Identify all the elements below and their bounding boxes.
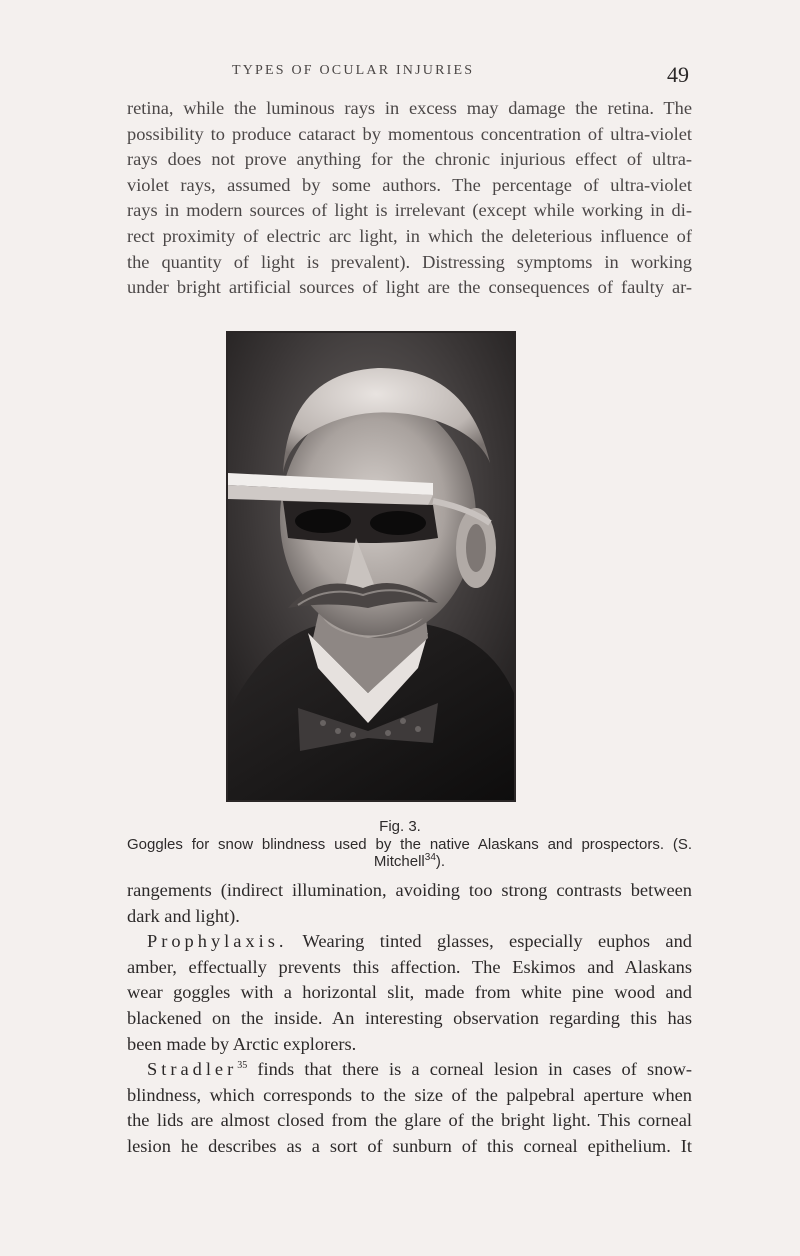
prophylaxis-text: Wearing tinted glasses, especially euphos and [287,931,692,952]
bottom-paragraph [127,878,692,1160]
paragraph-line: amber, effectually prevents this affection. The Eskimos and Alaskans [127,956,692,977]
page-number: 49 [667,62,689,87]
paragraph-line: possibility to produce cataract by momentous concentration of ultra-violet [127,123,692,144]
portrait-photo-illustration [228,333,514,800]
paragraph-line: rays in modern sources of light is irrelevant (except while working in di- [127,200,692,221]
paragraph-line: rangements (indirect illumination, avoiding too strong contrasts between [127,880,692,900]
figure-caption [127,836,692,870]
paragraph-line: rays does not prove anything for the chronic injurious effect of ultra- [127,149,692,170]
paragraph-line [127,929,692,955]
paragraph-line: retina, while the luminous rays in excess may damage the retina. The [127,98,692,118]
figure-photograph [226,331,516,802]
paragraph-line: the quantity of light is prevalent). Distressing symptoms in working [127,251,692,272]
running-head: TYPES OF OCULAR INJURIES [232,63,475,78]
paragraph-line: under bright artificial sources of light are the consequences of faulty ar- [127,277,692,298]
top-paragraph [127,96,692,301]
paragraph-line: been made by Arctic explorers. [127,1033,357,1054]
stradler-text: finds that there is a corneal lesion in cases of snow- [247,1059,692,1080]
paragraph-line: blindness, which corresponds to the size of the palpebral aperture when [127,1084,692,1105]
caption-line: Goggles for snow blindness used by the native Alaskans and prospectors. (S. [127,836,692,853]
stradler-reference-number: 35 [237,1060,248,1072]
caption-line [127,853,692,870]
paragraph-line: violet rays, assumed by some authors. The percentage of ultra-violet [127,174,692,195]
paragraph-line: rect proximity of electric arc light, in which the deleterious influence of [127,225,692,246]
paragraph-line: lesion he describes as a sort of sunburn of this corneal epithelium. It [127,1135,692,1156]
caption-tail: ). [435,853,446,870]
figure-label: Fig. 3. [379,818,421,835]
caption-author: Mitchell [373,853,425,870]
stradler-name: Stradler [147,1059,238,1080]
caption-reference-number: 34 [424,852,436,863]
paragraph-line: the lids are almost closed from the glare of the bright light. This corneal [127,1110,692,1131]
paragraph-line: dark and light). [127,905,240,926]
prophylaxis-heading: Prophylaxis. [147,931,288,952]
paragraph-line: blackened on the inside. An interesting observation regarding this has [127,1007,692,1028]
paragraph-line [127,1057,692,1083]
paragraph-line: wear goggles with a horizontal slit, made from white pine wood and [127,982,692,1003]
